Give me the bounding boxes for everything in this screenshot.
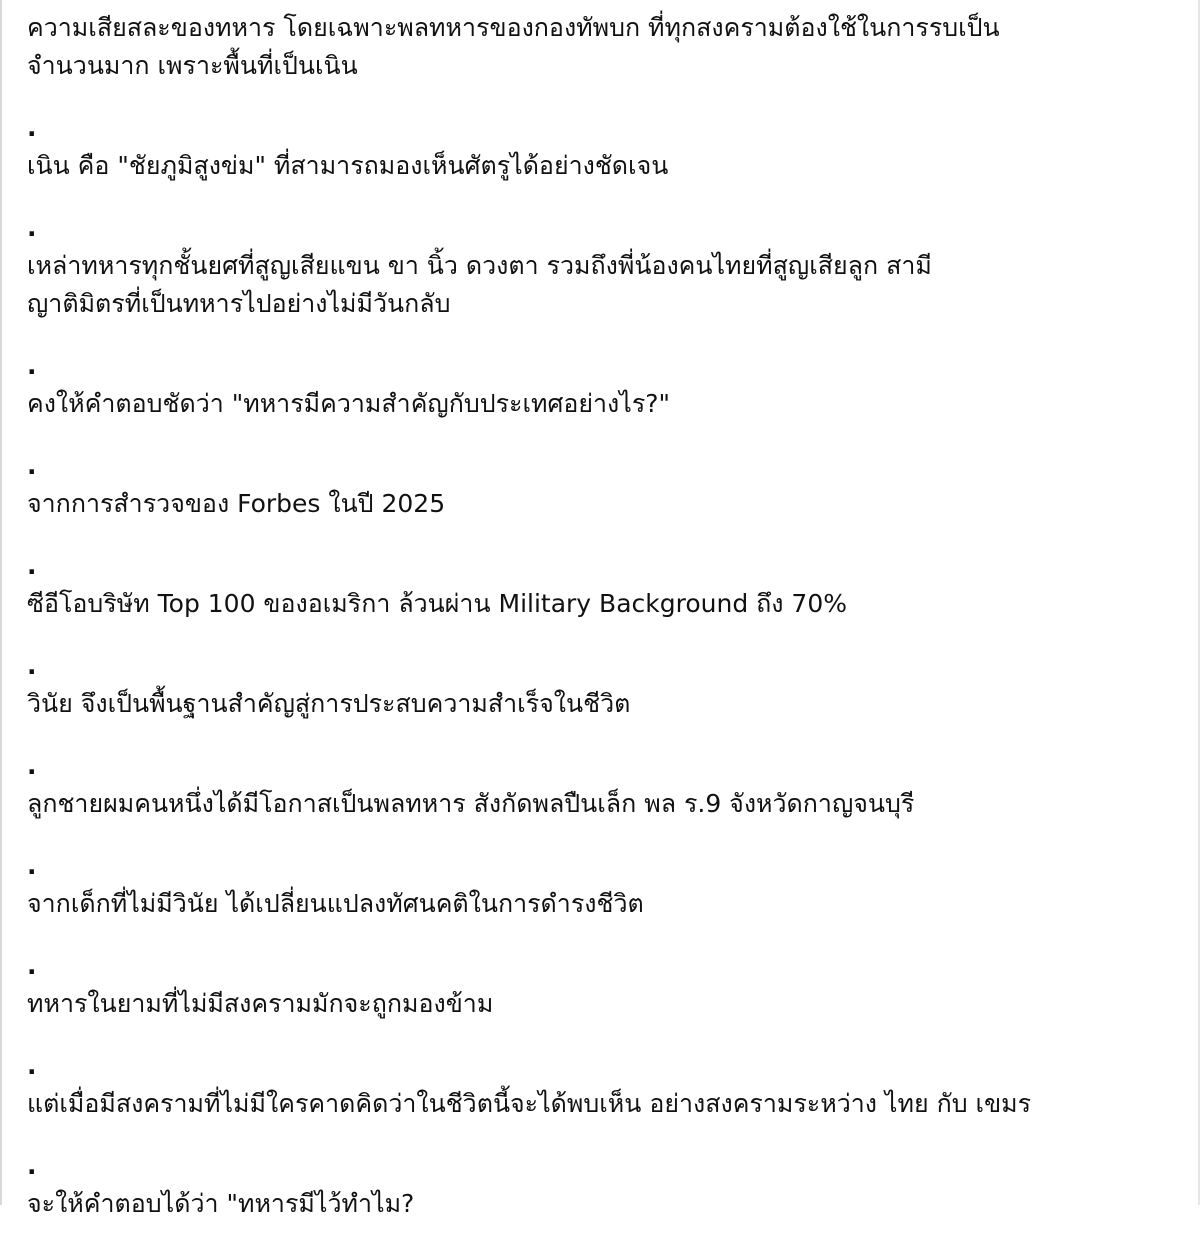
- paragraph-line: เหล่าทหารทุกชั้นยศที่สูญเสียแขน ขา นิ้ว ดวงตา รวมถึงพี่น้องคนไทยที่สูญเสียลูก สามี: [27, 251, 932, 280]
- paragraph-line: ญาติมิตรที่เป็นทหารไปอย่างไม่มีวันกลับ: [27, 289, 451, 318]
- post-paragraph: [27, 685, 1190, 723]
- paragraph-separator-dot: .: [27, 213, 37, 242]
- paragraph-separator-dot: .: [27, 951, 37, 980]
- paragraph-line: จากการสำรวจของ Forbes ในปี 2025: [27, 489, 446, 518]
- paragraph-line: ความเสียสละของทหาร โดยเฉพาะพลทหารของกองทัพบก ที่ทุกสงครามต้องใช้ในการรบเป็น: [27, 13, 1000, 42]
- paragraph-line: จะให้คำตอบได้ว่า "ทหารมีไว้ทำไม?: [27, 1189, 415, 1218]
- paragraph-line: แต่เมื่อมีสงครามที่ไม่มีใครคาดคิดว่าในชีวิตนี้จะได้พบเห็น อย่างสงครามระหว่าง ไทย กับ เขมร: [27, 1089, 1032, 1118]
- post-paragraph: [27, 585, 1190, 623]
- paragraph-separator-dot: .: [27, 451, 37, 480]
- paragraph-separator-dot: .: [27, 651, 37, 680]
- paragraph-separator-dot: .: [27, 351, 37, 380]
- paragraph-line: คงให้คำตอบชัดว่า "ทหารมีความสำคัญกับประเทศอย่างไร?": [27, 389, 671, 418]
- post-paragraph: [27, 785, 1190, 823]
- post-paragraph: [27, 147, 1190, 185]
- paragraph-line: เนิน คือ "ชัยภูมิสูงข่ม" ที่สามารถมองเห็นศัตรูได้อย่างชัดเจน: [27, 151, 669, 180]
- paragraph-separator-dot: .: [27, 113, 37, 142]
- post-paragraph: [27, 1185, 1190, 1223]
- post-paragraph: [27, 485, 1190, 523]
- paragraph-line: ลูกชายผมคนหนึ่งได้มีโอกาสเป็นพลทหาร สังกัดพลปืนเล็ก พล ร.9 จังหวัดกาญจนบุรี: [27, 789, 915, 818]
- paragraph-separator-dot: .: [27, 1151, 37, 1180]
- paragraph-separator-dot: .: [27, 1051, 37, 1080]
- post-paragraph: [27, 985, 1190, 1023]
- post-paragraph: [27, 247, 1190, 323]
- post-body: [27, 9, 1190, 1247]
- post-paragraph: [27, 885, 1190, 923]
- paragraph-line: จำนวนมาก เพราะพื้นที่เป็นเนิน: [27, 51, 358, 80]
- post-paragraph: [27, 385, 1190, 423]
- paragraph-line: ซีอีโอบริษัท Top 100 ของอเมริกา ล้วนผ่าน Military Background ถึง 70%: [27, 589, 847, 618]
- post-paragraph: [27, 9, 1190, 85]
- post-paragraph: [27, 1085, 1190, 1123]
- paragraph-line: จากเด็กที่ไม่มีวินัย ได้เปลี่ยนแปลงทัศนคติในการดำรงชีวิต: [27, 889, 644, 918]
- paragraph-separator-dot: .: [27, 551, 37, 580]
- paragraph-separator-dot: .: [27, 751, 37, 780]
- paragraph-separator-dot: .: [27, 851, 37, 880]
- paragraph-line: ทหารในยามที่ไม่มีสงครามมักจะถูกมองข้าม: [27, 989, 494, 1018]
- paragraph-line: วินัย จึงเป็นพื้นฐานสำคัญสู่การประสบความสำเร็จในชีวิต: [27, 689, 631, 718]
